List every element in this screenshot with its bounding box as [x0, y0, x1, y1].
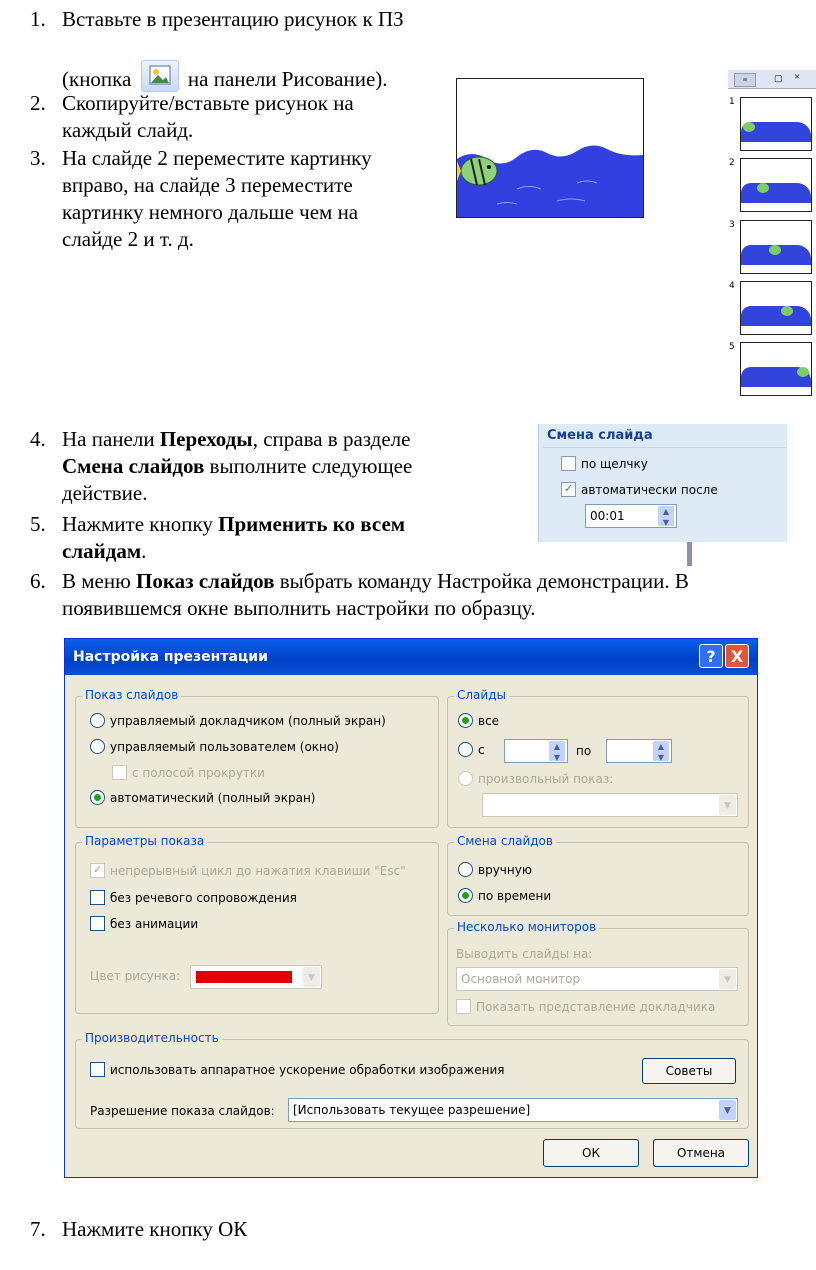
show-type-group: Показ слайдов управляемый докладчиком (полный экран) управляемый пользователем (окно) с полосой прокрутки автоматический (полный экран) — [75, 696, 439, 828]
step-2: 2. Скопируйте/вставьте рисунок на каждый слайд. — [30, 91, 354, 142]
manual-option[interactable]: вручную — [458, 862, 532, 877]
thumb-number-2: 2 — [729, 158, 735, 168]
custom-show-option[interactable]: произвольный показ: — [458, 771, 613, 786]
thumb-number-3: 3 — [729, 220, 735, 230]
timings-radio[interactable] — [458, 888, 473, 903]
to-spinner[interactable]: ▲ ▼ — [653, 741, 669, 761]
chevron-down-icon[interactable]: ▼ — [719, 1100, 736, 1120]
thumb-number-4: 4 — [729, 281, 735, 291]
close-panel-icon[interactable]: × — [794, 71, 801, 83]
time-spinner[interactable]: ▲ ▼ — [658, 506, 674, 526]
step-4: 4. На панели Переходы, справа в разделе Смена слайдов выполните следующее действие. — [30, 427, 413, 505]
slides-group: Слайды все с ▲ ▼ по ▲ ▼ произвольный показ: ▼ — [447, 696, 749, 828]
presenter-option[interactable]: управляемый докладчиком (полный экран) — [90, 713, 386, 728]
slide-thumbnail-5[interactable] — [740, 342, 812, 396]
loop-option[interactable]: ✓ непрерывный цикл до нажатия клавиши "Esc" — [90, 863, 406, 878]
step-1: 1. Вставьте в презентацию рисунок к ПЗ — [30, 7, 404, 31]
pen-color-label: Цвет рисунка: — [90, 969, 181, 983]
advance-group: Смена слайдов вручную по времени — [447, 842, 749, 916]
scrollbar-option[interactable]: с полосой прокрутки — [112, 765, 265, 780]
hw-accel-option[interactable]: использовать аппаратное ускорение обработки изображения — [90, 1062, 504, 1077]
outline-tab-icon[interactable]: ≡ — [734, 73, 756, 87]
performance-group: Производительность использовать аппаратное ускорение обработки изображения Советы Разрешение показа слайдов: [Использовать текущее разрешение] ▼ — [75, 1039, 749, 1129]
no-narration-checkbox[interactable] — [90, 890, 105, 905]
dialog-title: Настройка презентации — [73, 649, 268, 665]
monitors-group: Несколько мониторов Выводить слайды на: Основной монитор ▼ Показать представление докладчика — [447, 928, 749, 1026]
on-click-checkbox[interactable] — [561, 456, 576, 471]
resolution-label: Разрешение показа слайдов: — [90, 1104, 275, 1118]
pen-color-select[interactable] — [190, 965, 322, 989]
close-button[interactable]: X — [725, 644, 749, 668]
hw-accel-checkbox[interactable] — [90, 1062, 105, 1077]
ok-button[interactable]: ОК — [543, 1139, 639, 1167]
chevron-down-icon[interactable]: ▼ — [719, 795, 736, 815]
to-input[interactable] — [606, 739, 672, 763]
step-6: 6. В меню Показ слайдов выбрать команду Настройка демонстрации. В появившемся окне выполнить настройки по образцу. — [30, 569, 689, 620]
from-option[interactable]: с — [458, 742, 485, 757]
insert-picture-icon — [141, 60, 179, 92]
step-5: 5. Нажмите кнопку Применить ко всем слайдам. — [30, 512, 406, 563]
custom-show-radio[interactable] — [458, 771, 473, 786]
slide-thumbnail-3[interactable] — [740, 220, 812, 274]
no-animation-checkbox[interactable] — [90, 916, 105, 931]
monitor-select[interactable]: Основной монитор ▼ — [456, 967, 738, 991]
presenter-view-option[interactable]: Показать представление докладчика — [456, 999, 715, 1014]
slides-panel-tabs[interactable] — [728, 70, 816, 89]
transition-panel — [538, 424, 787, 542]
no-narration-option[interactable]: без речевого сопровождения — [90, 890, 297, 905]
auto-after-option[interactable]: ✓ автоматически после — [561, 482, 718, 497]
kiosk-option[interactable]: автоматический (полный экран) — [90, 790, 316, 805]
resolution-select[interactable]: [Использовать текущее разрешение] ▼ — [288, 1098, 738, 1122]
all-slides-radio[interactable] — [458, 713, 473, 728]
chevron-down-icon[interactable]: ▼ — [719, 969, 736, 989]
loop-checkbox[interactable]: ✓ — [90, 863, 105, 878]
slide-picture — [456, 78, 644, 218]
individual-radio[interactable] — [90, 739, 105, 754]
show-options-group: Параметры показа ✓ непрерывный цикл до нажатия клавиши "Esc" без речевого сопровождения без анимации Цвет рисунка: ▼ — [75, 842, 439, 1014]
display-on-label: Выводить слайды на: — [456, 947, 593, 961]
step-1-text: Вставьте в презентацию рисунок к ПЗ — [62, 7, 404, 31]
slide-thumbnail-1[interactable] — [740, 97, 812, 151]
scrollbar-checkbox[interactable] — [112, 765, 127, 780]
step-1-cont: (кнопка на панели Рисование). — [62, 60, 388, 93]
all-slides-option[interactable]: все — [458, 713, 499, 728]
auto-after-checkbox[interactable]: ✓ — [561, 482, 576, 497]
slide-thumbnail-4[interactable] — [740, 281, 812, 335]
thumb-number-5: 5 — [729, 342, 735, 352]
slides-tab-icon[interactable]: ▢ — [774, 73, 783, 83]
no-animation-option[interactable]: без анимации — [90, 916, 198, 931]
on-click-option[interactable]: по щелчку — [561, 456, 648, 471]
transition-panel-title: Смена слайда — [547, 428, 653, 443]
thumb-number-1: 1 — [729, 97, 735, 107]
pen-color-swatch — [196, 971, 292, 983]
dialog-titlebar[interactable] — [65, 639, 757, 675]
tips-button[interactable]: Советы — [642, 1058, 736, 1084]
sea-fish-image — [457, 79, 643, 217]
presenter-view-checkbox[interactable] — [456, 999, 471, 1014]
step-7: 7. Нажмите кнопку ОК — [30, 1217, 248, 1241]
slide-thumbnail-2[interactable] — [740, 158, 812, 212]
to-label: по — [576, 744, 592, 758]
from-spinner[interactable]: ▲ ▼ — [549, 741, 565, 761]
step-3: 3. На слайде 2 переместите картинку вправо, на слайде 3 переместите картинку немного дальше чем на слайде 2 и т. д. — [30, 146, 372, 251]
setup-show-dialog — [64, 638, 758, 1178]
timings-option[interactable]: по времени — [458, 888, 551, 903]
chevron-down-icon[interactable]: ▼ — [303, 967, 320, 987]
from-input[interactable] — [504, 739, 568, 763]
manual-radio[interactable] — [458, 862, 473, 877]
individual-option[interactable]: управляемый пользователем (окно) — [90, 739, 339, 754]
kiosk-radio[interactable] — [90, 790, 105, 805]
from-radio[interactable] — [458, 742, 473, 757]
help-button[interactable]: ? — [699, 644, 723, 668]
presenter-radio[interactable] — [90, 713, 105, 728]
cancel-button[interactable]: Отмена — [653, 1139, 749, 1167]
auto-after-time-input[interactable]: 00:01 ▲ ▼ — [585, 504, 677, 528]
custom-show-select[interactable] — [482, 793, 738, 817]
